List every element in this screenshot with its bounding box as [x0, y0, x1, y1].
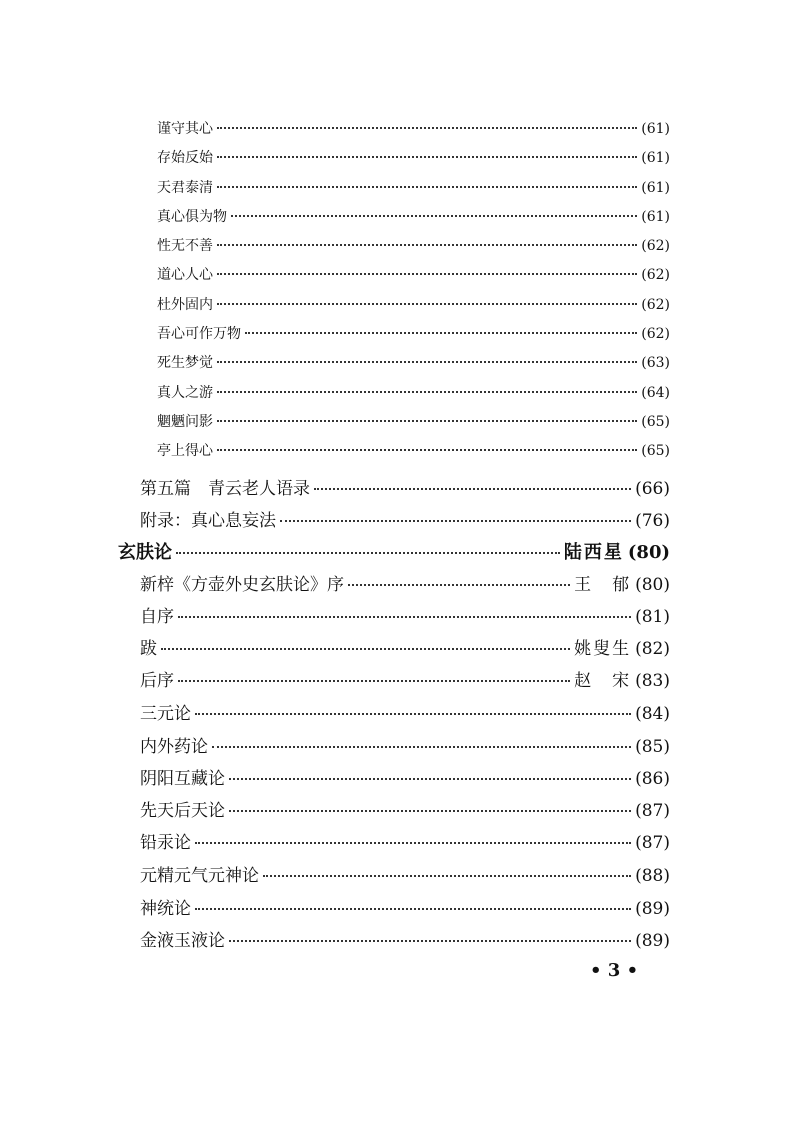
toc-entry	[140, 602, 670, 627]
dot-leader	[217, 420, 637, 422]
toc-entry	[140, 474, 670, 499]
toc-entry-title: 魍魉问影	[157, 414, 213, 430]
dot-leader	[217, 127, 637, 129]
toc-entry-page: (65)	[641, 414, 670, 430]
toc-entry-page: (62)	[641, 238, 670, 254]
toc-entry-page: (83)	[635, 671, 670, 691]
toc-entry	[157, 235, 670, 255]
dot-leader	[217, 273, 637, 275]
toc-entry-page: (61)	[641, 180, 670, 196]
toc-entry-page: (62)	[641, 297, 670, 313]
toc-entry-page: (61)	[641, 209, 670, 225]
dot-leader	[280, 520, 631, 522]
toc-entry	[157, 264, 670, 284]
toc-entry	[157, 440, 670, 460]
toc-entry-page: (61)	[641, 150, 670, 166]
dot-leader	[348, 584, 570, 586]
toc-entry	[140, 764, 670, 789]
toc-entry-title: 吾心可作万物	[157, 326, 241, 342]
toc-entry-title: 新梓《方壶外史玄肤论》序	[140, 575, 344, 595]
dot-leader	[217, 186, 637, 188]
toc-entry	[157, 382, 670, 402]
toc-entry-title: 天君泰清	[157, 180, 213, 196]
toc-entry-page: (80)	[635, 575, 670, 595]
toc-entry-page: (62)	[641, 326, 670, 342]
toc-entry	[157, 147, 670, 167]
dot-leader	[229, 778, 631, 780]
dot-leader	[178, 616, 631, 618]
toc-entry-title: 铅汞论	[140, 833, 191, 853]
page-number: • 3 •	[590, 960, 639, 981]
dot-leader	[195, 908, 631, 910]
toc-entry-title: 道心人心	[157, 267, 213, 283]
toc-entry-title: 第五篇 青云老人语录	[140, 479, 310, 499]
toc-entry-title: 三元论	[140, 704, 191, 724]
toc-entry-title: 自序	[140, 607, 174, 627]
toc-entry-page: (62)	[641, 267, 670, 283]
dot-leader	[231, 215, 637, 217]
toc-entry-page: (88)	[635, 866, 670, 886]
toc-entry-title: 亭上得心	[157, 443, 213, 459]
toc-entry-title: 死生梦觉	[157, 355, 213, 371]
toc-entry-title: 内外药论	[140, 737, 208, 757]
toc-entry-title: 金液玉液论	[140, 931, 225, 951]
dot-leader	[263, 875, 631, 877]
toc-entry-title: 元精元气元神论	[140, 866, 259, 886]
dot-leader	[195, 842, 631, 844]
toc-entry	[140, 796, 670, 821]
toc-entry-title: 存始反始	[157, 150, 213, 166]
toc-entry-title: 神统论	[140, 899, 191, 919]
toc-entry	[157, 323, 670, 343]
toc-entry-page: (87)	[635, 801, 670, 821]
toc-entry-title: 谨守其心	[157, 121, 213, 137]
toc-entry-title: 先天后天论	[140, 801, 225, 821]
toc-entry-title: 阴阳互藏论	[140, 769, 225, 789]
toc-entry-page: (85)	[635, 737, 670, 757]
toc-entry	[157, 294, 670, 314]
toc-entry	[140, 894, 670, 919]
toc-entry-title: 后序	[140, 671, 174, 691]
toc-entry	[140, 861, 670, 886]
toc-entry-page: (84)	[635, 704, 670, 724]
toc-entry-page: (66)	[635, 479, 670, 499]
toc-entry-page: (65)	[641, 443, 670, 459]
toc-entry-page: (82)	[635, 639, 670, 659]
toc-entry	[140, 666, 670, 691]
dot-leader	[178, 680, 570, 682]
toc-entry	[140, 732, 670, 757]
toc-entry-title: 真心俱为物	[157, 209, 227, 225]
toc-entry	[140, 699, 670, 724]
dot-leader	[217, 449, 637, 451]
dot-leader	[229, 940, 631, 942]
toc-entry	[157, 352, 670, 372]
toc-entry-page: (89)	[635, 899, 670, 919]
dot-leader	[314, 488, 631, 490]
toc-entry-page: (86)	[635, 769, 670, 789]
toc-entry	[157, 411, 670, 431]
toc-entry-page: (76)	[635, 511, 670, 531]
toc-entry	[140, 828, 670, 853]
toc-entry-author: 陆西星	[563, 542, 624, 563]
toc-entry-page: (87)	[635, 833, 670, 853]
dot-leader	[217, 361, 637, 363]
toc-entry	[157, 177, 670, 197]
toc-entry-title: 杜外固内	[157, 297, 213, 313]
toc-entry	[140, 506, 670, 531]
toc-section-heading	[118, 538, 670, 564]
toc-entry-page: (64)	[641, 385, 670, 401]
dot-leader	[195, 713, 631, 715]
dot-leader	[217, 391, 637, 393]
dot-leader	[217, 244, 637, 246]
toc-entry	[140, 926, 670, 951]
dot-leader	[217, 156, 637, 158]
toc-entry-title: 附录：真心息妄法	[140, 511, 276, 531]
toc-entry-author: 姚叟生	[574, 639, 632, 659]
toc-entry	[157, 118, 670, 138]
toc-entry	[140, 570, 670, 595]
toc-entry-author: 王 郁	[574, 575, 632, 595]
toc-entry-page: (80)	[627, 542, 670, 563]
toc-entry-title: 玄肤论	[118, 542, 172, 563]
toc-entry-title: 跋	[140, 639, 157, 659]
toc-entry-title: 真人之游	[157, 385, 213, 401]
toc-entry-page: (81)	[635, 607, 670, 627]
toc-entry-page: (63)	[641, 355, 670, 371]
dot-leader	[161, 648, 570, 650]
toc-entry-page: (89)	[635, 931, 670, 951]
toc-entry-title: 性无不善	[157, 238, 213, 254]
toc-entry-author: 赵 宋	[574, 671, 632, 691]
dot-leader	[245, 332, 637, 334]
dot-leader	[176, 552, 560, 554]
toc-entry-page: (61)	[641, 121, 670, 137]
dot-leader	[217, 303, 637, 305]
dot-leader	[212, 746, 631, 748]
dot-leader	[229, 810, 631, 812]
toc-entry	[157, 206, 670, 226]
toc-entry	[140, 634, 670, 659]
